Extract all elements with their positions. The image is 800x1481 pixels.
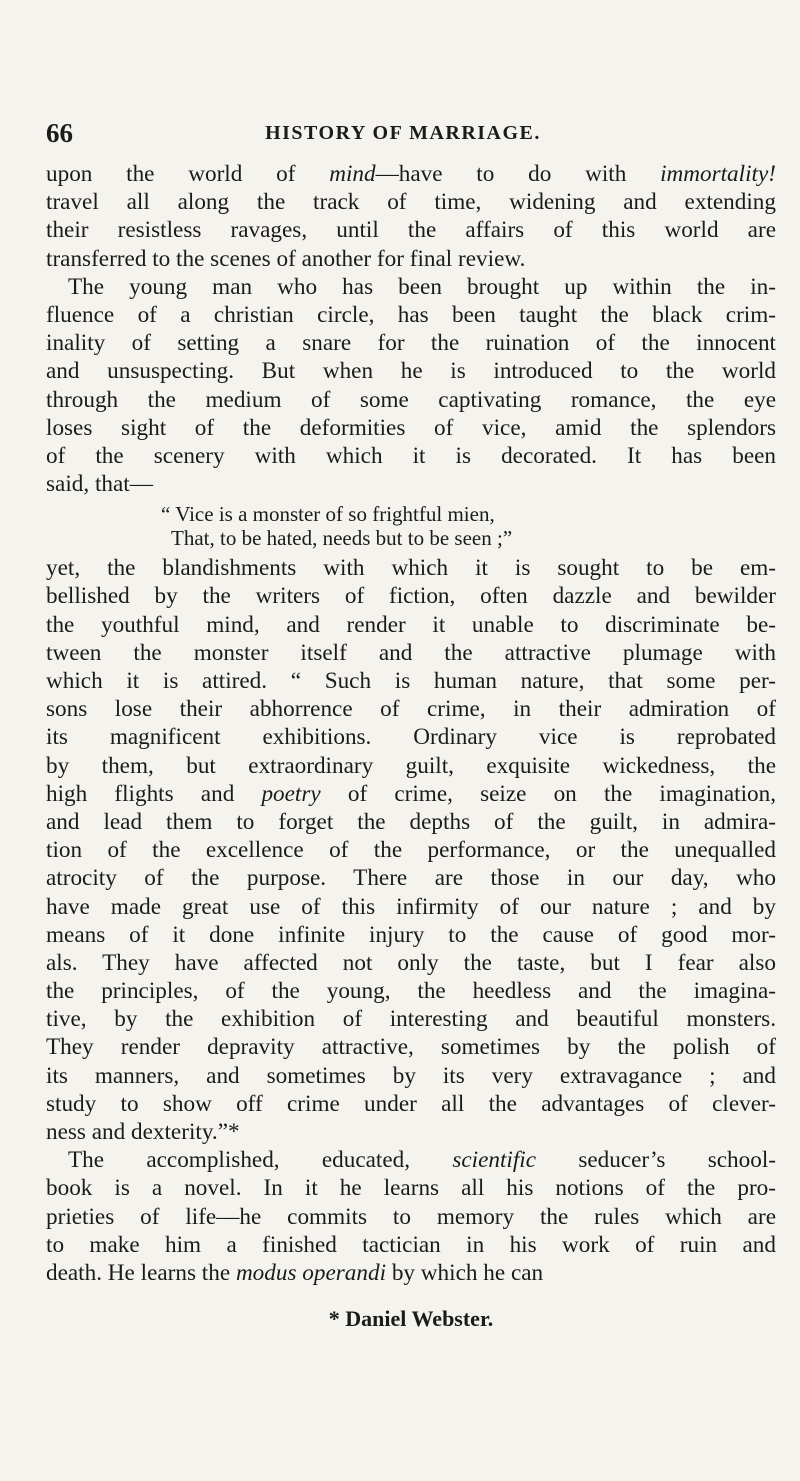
text-line: loses sight of the deformities of vice, amid the splendors	[46, 414, 776, 441]
quote-line: That, to be hated, needs but to be seen ;”	[171, 526, 513, 551]
body-text	[46, 160, 776, 1333]
italic-text: mind	[329, 161, 376, 187]
text-line: travel all along the track of time, widening and extending	[46, 189, 776, 216]
text-line: The young man who has been brought up within the in-	[68, 273, 776, 300]
text-line: book is a novel. In it he learns all his notions of the pro-	[46, 1175, 776, 1202]
paragraph-2	[46, 554, 776, 1287]
page-number: 66	[46, 118, 73, 148]
text-line: tion of the excellence of the performance, or the unequalled	[46, 837, 776, 864]
text-line: death. He learns the modus operandi by which he can	[46, 1259, 544, 1286]
text-line: its manners, and sometimes by its very extravagance ; and	[46, 1062, 776, 1089]
quote-line: “ Vice is a monster of so frightful mien,	[161, 502, 495, 527]
text-line: to make him a finished tactician in his work of ruin and	[46, 1231, 776, 1258]
text-line: of the scenery with which it is decorated. It has been	[46, 442, 776, 469]
text-line: the principles, of the young, the heedless and the imagina-	[46, 978, 776, 1005]
verse-quote	[46, 498, 776, 554]
italic-text: poetry	[261, 780, 321, 807]
text-line: the youthful mind, and render it unable to discriminate be-	[46, 611, 776, 638]
text-line: upon the world of mind—have to do with immortality!	[46, 161, 776, 187]
text-line: and lead them to forget the depths of the guilt, in admira-	[46, 808, 776, 835]
text-line: means of it done infinite injury to the cause of good mor-	[46, 921, 776, 948]
text-line: tween the monster itself and the attractive plumage with	[46, 639, 776, 666]
italic-text: immortality!	[660, 161, 776, 187]
text-line: atrocity of the purpose. There are those in our day, who	[46, 865, 776, 892]
text-line: ness and dexterity.”*	[46, 1119, 240, 1145]
text-line: inality of setting a snare for the ruination of the innocent	[46, 330, 776, 357]
text-line: The accomplished, educated, scientific seducer’s school-	[68, 1147, 776, 1174]
text-line: sons lose their abhorrence of crime, in their admiration of	[46, 696, 776, 723]
text-line: and unsuspecting. But when he is introduced to the world	[46, 358, 776, 385]
running-title: HISTORY OF MARRIAGE.	[265, 122, 541, 144]
text-line: high flights and poetry of crime, seize on the imagination,	[46, 780, 776, 807]
text-line: bellished by the writers of fiction, often dazzle and bewilder	[46, 583, 776, 610]
text-line: prieties of life—he commits to memory the rules which are	[46, 1203, 776, 1230]
text-line: which it is attired. “ Such is human nature, that some per-	[46, 668, 776, 694]
text-line: transferred to the scenes of another for final review.	[46, 245, 526, 272]
text-line: by them, but extraordinary guilt, exquisite wickedness, the	[46, 752, 776, 779]
text-line: They render depravity attractive, sometimes by the polish of	[46, 1034, 776, 1061]
footnote: * Daniel Webster.	[328, 1306, 494, 1332]
text-line: their resistless ravages, until the affairs of this world are	[46, 217, 776, 244]
text-line: its magnificent exhibitions. Ordinary vice is reprobated	[46, 724, 776, 751]
text-line: als. They have affected not only the taste, but I fear also	[46, 949, 776, 976]
text-line: said, that—	[46, 471, 153, 498]
page-header	[46, 118, 760, 148]
text-line: study to show off crime under all the advantages of clever-	[46, 1090, 776, 1117]
text-line: tive, by the exhibition of interesting and beautiful monsters.	[46, 1006, 776, 1033]
paragraph-1	[46, 160, 776, 498]
text-line: through the medium of some captivating romance, the eye	[46, 386, 776, 413]
text-line: fluence of a christian circle, has been taught the black crim-	[46, 301, 776, 328]
italic-text: scientific	[452, 1147, 537, 1174]
text-line: have made great use of this infirmity of our nature ; and by	[46, 893, 776, 920]
italic-text: modus operandi	[235, 1259, 387, 1286]
text-line: yet, the blandishments with which it is sought to be em-	[46, 555, 776, 582]
